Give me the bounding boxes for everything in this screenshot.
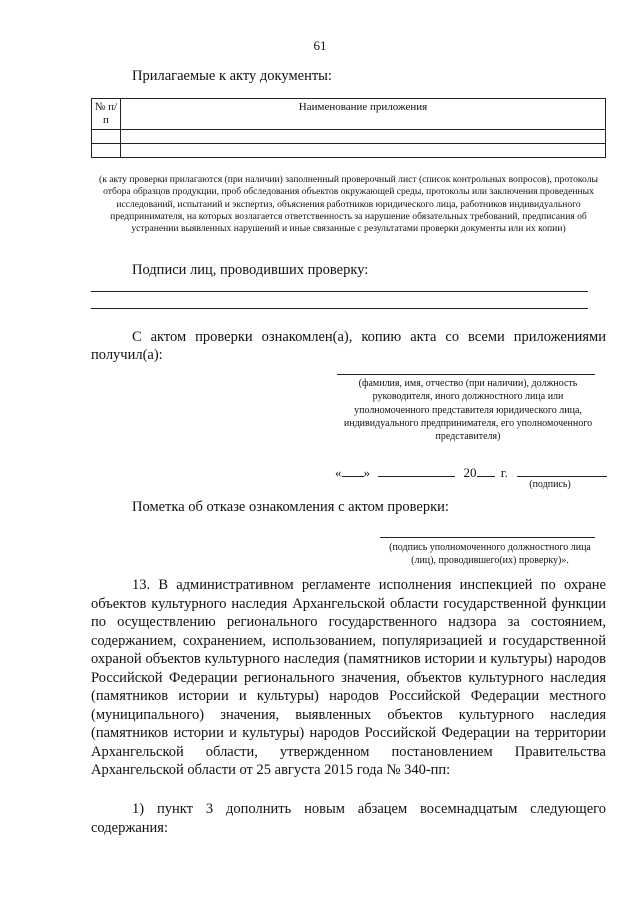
clause-13-paragraph: 13. В административном регламенте исполнения инспекцией по охране объектов культурного наследия Архангельской области государственной функции по осуществлению регионального государственного надзора за состоянием, содержанием, сохранением, использованием, популяризацией и государственной охраной объектов культурного наследия (памятников истории и культуры) народов Российской Федерации регионального значения, объектов культурного наследия (памятников истории и культуры) народов Российской Федерации местного (муниципального) значения, выявленных объектов культурного наследия (памятников истории и культуры) народов Российской Федерации на территории Архангельской области, утвержденном постановлением Правительства Архангельской области от 25 августа 2015 года № 340-пп: bbox=[91, 577, 606, 778]
table-row bbox=[92, 144, 606, 158]
month-blank bbox=[378, 466, 455, 477]
signature-blank bbox=[517, 466, 607, 477]
year-prefix: 20 bbox=[463, 465, 477, 480]
refusal-signature-line bbox=[380, 537, 595, 538]
day-blank bbox=[342, 466, 364, 477]
attachments-title: Прилагаемые к акту документы: bbox=[132, 68, 332, 84]
signature-line bbox=[91, 308, 588, 309]
table-row bbox=[92, 130, 606, 144]
refusal-title: Пометка об отказе ознакомления с актом проверки: bbox=[132, 499, 449, 515]
year-suffix: г. bbox=[500, 465, 508, 480]
table-header-row bbox=[92, 99, 606, 130]
signer-name-line bbox=[337, 374, 595, 375]
table-cell bbox=[121, 130, 606, 144]
table-cell bbox=[121, 144, 606, 158]
date-open-quote: « bbox=[335, 465, 342, 480]
item-1-paragraph: 1) пункт 3 дополнить новым абзацем восемнадцатым следующего содержания: bbox=[91, 801, 606, 836]
year-blank bbox=[477, 466, 495, 477]
table-cell bbox=[92, 130, 121, 144]
signature-caption: (подпись) bbox=[529, 479, 571, 490]
page-number: 61 bbox=[313, 38, 327, 53]
signer-caption: (фамилия, имя, отчество (при наличии), должность руководителя, иного должностного лица или уполномоченного представителя юридического лица, индивидуального предпринимателя, его уполномоченного представителя) bbox=[343, 378, 593, 443]
inspectors-signatures-title: Подписи лиц, проводивших проверку: bbox=[132, 262, 369, 278]
attachments-table bbox=[91, 98, 606, 158]
refusal-caption: (подпись уполномоченного должностного лица (лиц), проводившего(их) проверку)». bbox=[389, 542, 591, 567]
column-header-number: № п/п bbox=[92, 99, 121, 130]
attachments-note: (к акту проверки прилагаются (при наличии) заполненный проверочный лист (список контрольных вопросов), протоколы отбора образцов продукции, проб обследования объектов окружающей среды, протоколы или заключения проведенных исследований, испытаний и экспертиз, объяснения работников юридического лица, работников индивидуального предпринимателя, на которых возлагается ответственность за нарушение обязательных требований, предписания об устранении выявленных нарушений и иные связанные с результатами проверки документы или их копии) bbox=[99, 174, 598, 235]
table-cell bbox=[92, 144, 121, 158]
column-header-name: Наименование приложения bbox=[121, 99, 606, 130]
date-close-quote: » bbox=[363, 465, 370, 480]
acknowledgement-text: С актом проверки ознакомлен(а), копию акта со всеми приложениями получил(а): bbox=[91, 329, 606, 363]
signature-line bbox=[91, 291, 588, 292]
